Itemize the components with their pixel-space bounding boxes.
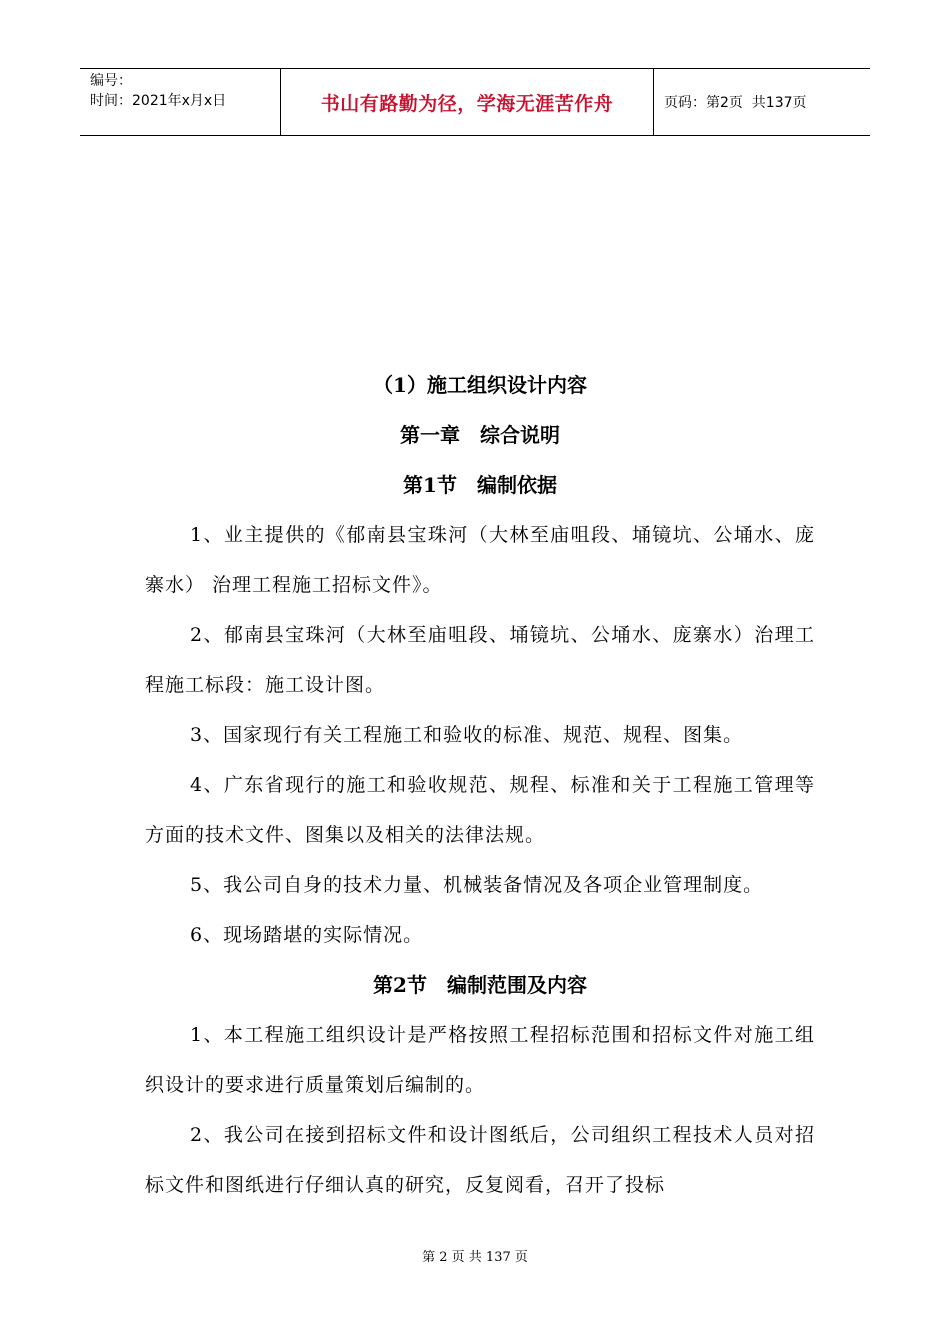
paragraph: 6、现场踏堪的实际情况。: [190, 924, 424, 946]
paragraph: 1、本工程施工组织设计是严格按照工程招标范围和招标文件对施工组织设计的要求进行质量策划后编制的。: [145, 1024, 815, 1096]
header-motto: [281, 69, 654, 135]
page-info-text: 页码：第2页 共137页: [664, 95, 807, 111]
doc-number-label: 编号：: [90, 73, 132, 89]
motto-text: 书山有路勤为径，学海无涯苦作舟: [320, 92, 614, 115]
paragraph: 4、广东省现行的施工和验收规范、规程、标准和关于工程施工管理等方面的技术文件、图集以及相关的法律法规。: [145, 774, 815, 846]
paragraph: 3、国家现行有关工程施工和验收的标准、规范、规程、图集。: [190, 724, 744, 746]
header-page-info: [654, 69, 870, 135]
document-title: （1）施工组织设计内容: [373, 373, 587, 397]
page-header: [80, 68, 870, 136]
header-meta: [80, 69, 281, 135]
section-heading-2: 第2节 编制范围及内容: [373, 973, 587, 997]
paragraph: 2、我公司在接到招标文件和设计图纸后，公司组织工程技术人员对招标文件和图纸进行仔细认真的研究，反复阅看，召开了投标: [145, 1124, 815, 1196]
paragraph: 1、业主提供的《郁南县宝珠河（大林至庙咀段、埇镜坑、公埇水、庞寨水） 治理工程施工招标文件》。: [145, 524, 815, 596]
chapter-heading: 第一章 综合说明: [400, 423, 560, 447]
paragraph: 2、郁南县宝珠河（大林至庙咀段、埇镜坑、公埇水、庞寨水）治理工程施工标段：施工设计图。: [145, 624, 815, 696]
doc-date: 时间：2021年x月x日: [90, 93, 227, 109]
paragraph: 5、我公司自身的技术力量、机械装备情况及各项企业管理制度。: [190, 874, 764, 896]
section-heading-1: 第1节 编制依据: [403, 473, 557, 497]
page-footer: 第 2 页 共 137 页: [422, 1250, 528, 1265]
document-body: [145, 360, 815, 1210]
